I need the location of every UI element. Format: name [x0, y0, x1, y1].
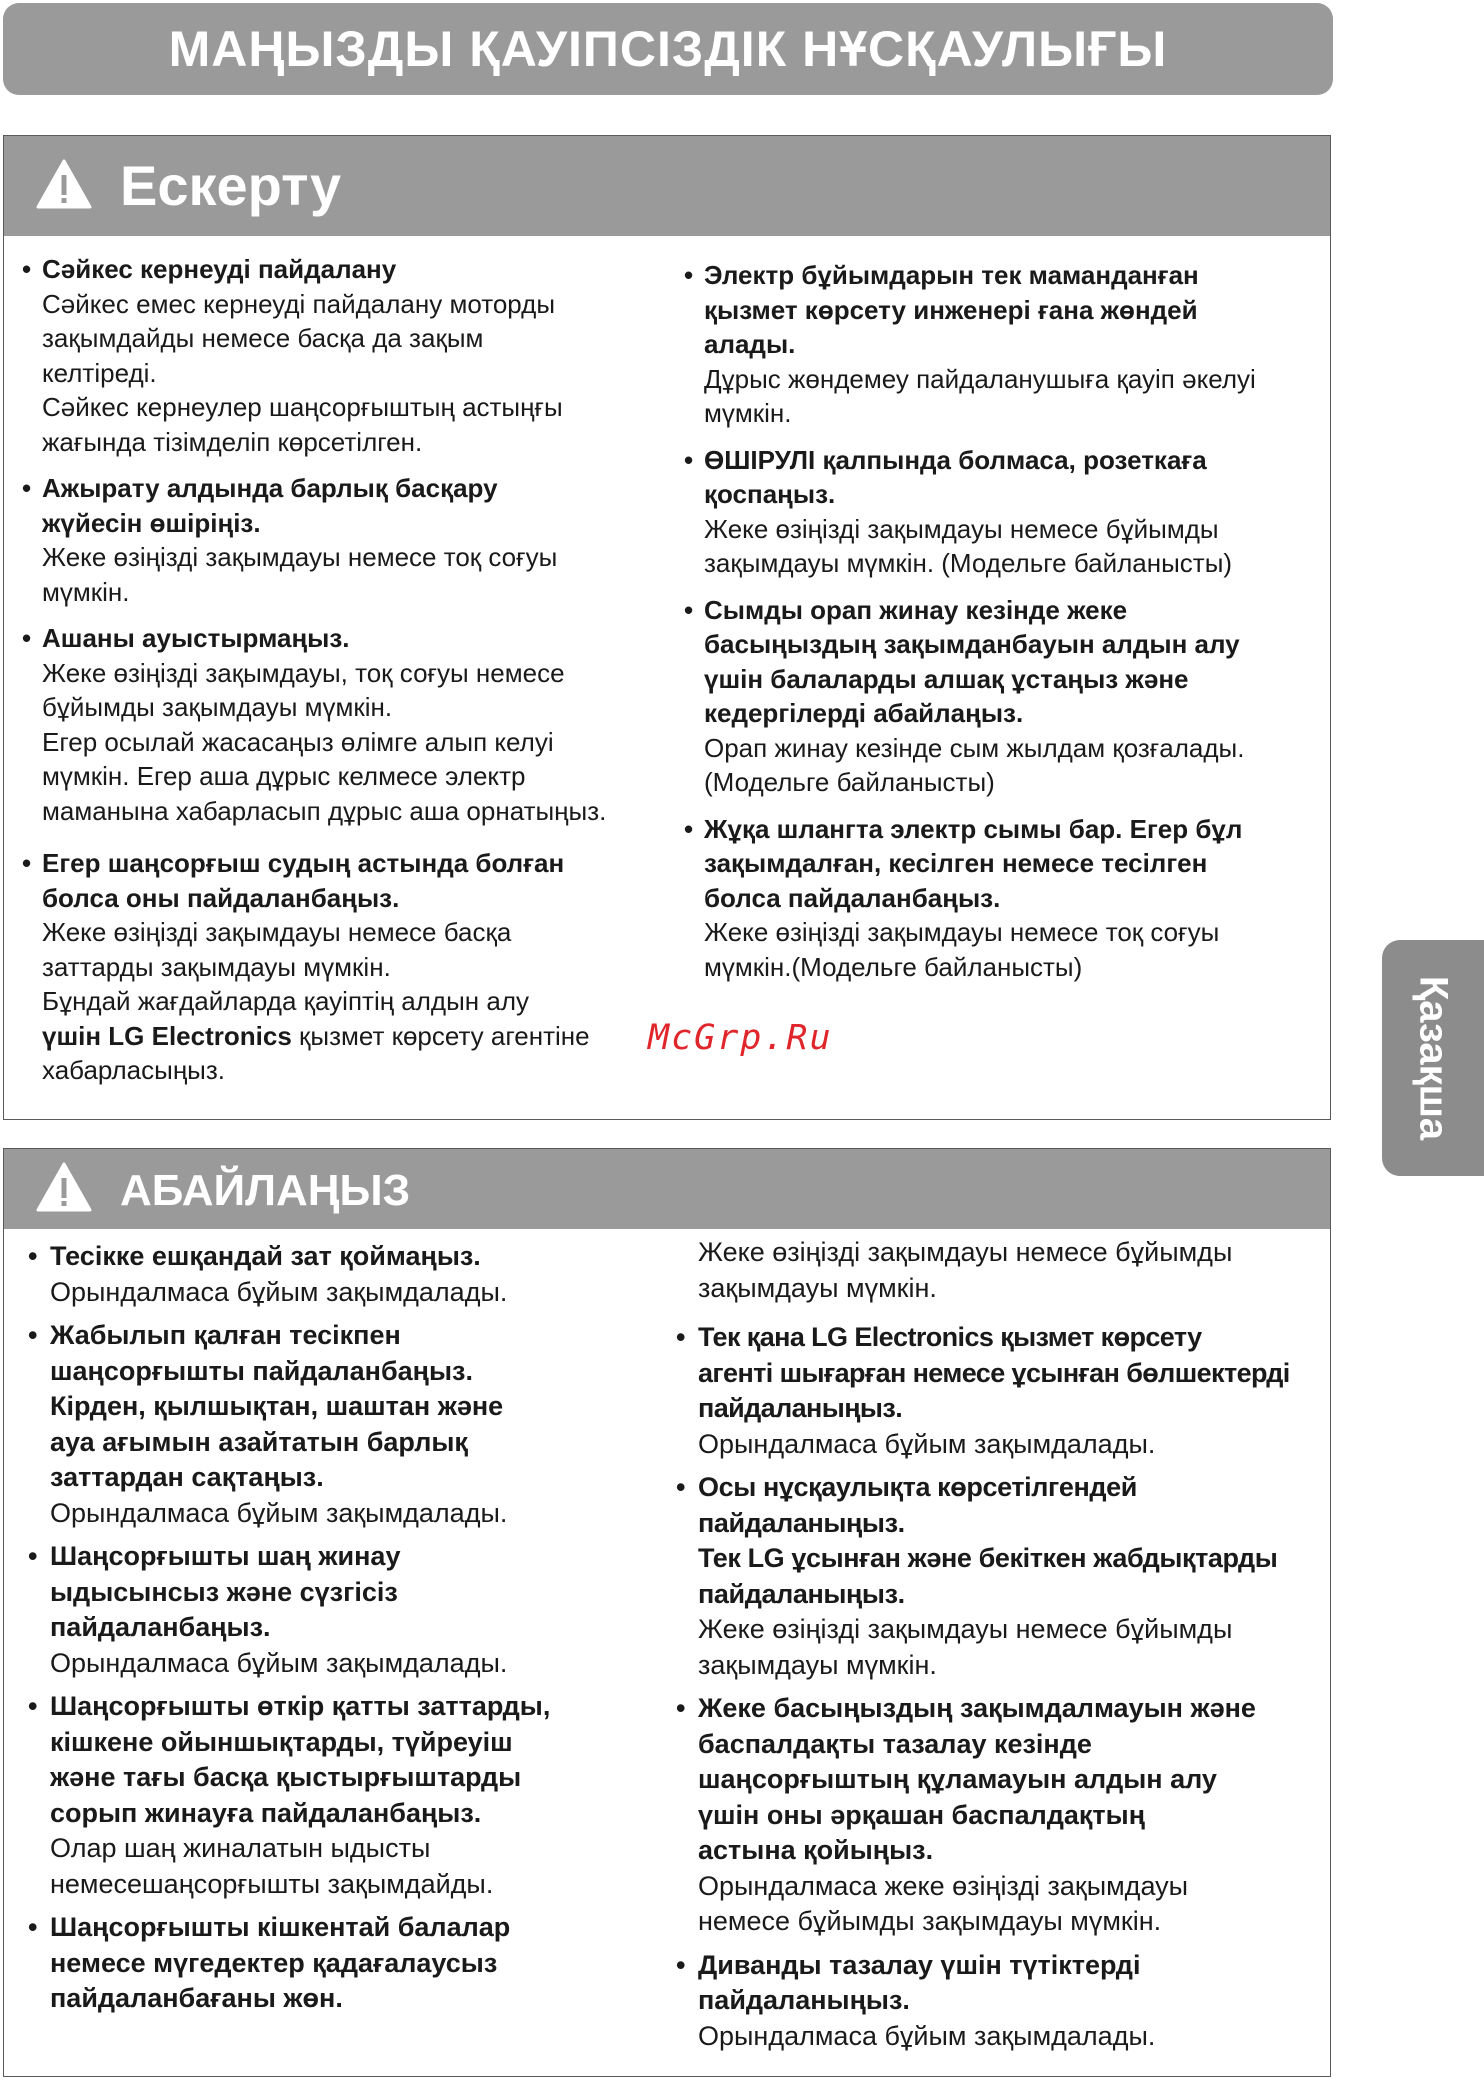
caution-section: [3, 1148, 1331, 2077]
bullet: •: [22, 473, 32, 503]
caution-continuation: [676, 1235, 1326, 1306]
item-heading: Жабылып қалған тесікпен шаңсорғышты пайдаланбаңыз. Кірден, қылшықтан, шаштан және ауа ағымын азайтатын барлық заттардан сақтаңыз.: [50, 1320, 504, 1492]
bullet: •: [676, 1472, 686, 1502]
item-body: Жеке өзіңізді зақымдауы немесе бұйымды зақымдауы мүмкін.: [698, 1237, 1233, 1303]
item-body-tail: қызмет көрсету агентіне хабарласыңыз.: [42, 1020, 590, 1085]
item-body: Орындалмаса жеке өзіңізді зақымдауы немесе бұйымды зақымдауы мүмкін.: [698, 1870, 1189, 1936]
warning-title: Ескерту: [120, 154, 342, 217]
item-heading: Шаңсорғышты кішкентай балалар немесе мүгедектер қадағалаусыз пайдаланбағаны жөн.: [50, 1912, 511, 2013]
warning-item: [22, 846, 652, 1088]
item-body: Сәйкес емес кернеуді пайдалану моторды зақымдайды немесе басқа да зақым келтіреді. Сәйкес кернеулер шаңсорғыштың астыңғы жағында тізімделіп көрсетілген.: [42, 288, 563, 457]
bullet: •: [684, 444, 694, 475]
warning-item: [684, 443, 1324, 581]
caution-item: [676, 1691, 1326, 1940]
item-body: Орындалмаса бұйым зақымдалады.: [698, 2020, 1156, 2051]
warning-item: [22, 252, 652, 459]
item-heading: ӨШІРУЛІ қалпында болмаса, розеткаға қоспаңыз.: [704, 444, 1207, 509]
caution-item: [28, 1689, 668, 1902]
item-heading: Шаңсорғышты өткір қатты заттарды, кішкене ойыншықтарды, түйреуіш және тағы басқа қыстырғыштарды сорып жинауға пайдаланбаңыз.: [50, 1691, 551, 1828]
bullet: •: [684, 260, 694, 290]
item-heading: Жеке басыңыздың зақымдалмауын және баспалдақты тазалау кезінде шаңсорғыштың құламауын алдын алу үшін оны әрқашан баспалдақтың астына қойыңыз.: [698, 1693, 1256, 1865]
warning-triangle-icon: [36, 1161, 92, 1213]
item-body: Жеке өзіңізді зақымдауы немесе тоқ соғуы мүмкін.(Модельге байланысты): [704, 917, 1220, 982]
item-heading: Тесікке ешқандай зат қоймаңыз.: [50, 1241, 481, 1271]
bullet: •: [28, 1541, 38, 1571]
item-heading: Ажырату алдында барлық басқару жүйесін өшіріңіз.: [42, 473, 498, 538]
item-body: Орап жинау кезінде сым жылдам қозғалады. (Модельге байланысты): [704, 732, 1245, 797]
item-heading: Диванды тазалау үшін түтіктерді пайдаланыңыз.: [698, 1949, 1141, 2015]
bullet: •: [676, 1949, 686, 1980]
caution-item: [28, 1318, 668, 1531]
item-body: Орындалмаса бұйым зақымдалады.: [50, 1647, 508, 1678]
item-body: Орындалмаса бұйым зақымдалады.: [698, 1428, 1156, 1459]
caution-item: [28, 1539, 668, 1681]
warning-item: [22, 621, 652, 828]
warning-item: [22, 471, 652, 609]
item-heading: Сымды орап жинау кезінде жеке басыңыздың зақымданбауын алдын алу үшін балаларды алшақ ұстаңыз және кедергілерді абайлаңыз.: [704, 594, 1240, 728]
item-body-text: Жеке өзіңізді зақымдауы немесе басқа заттарды зақымдауы мүмкін. Бұндай жағдайларда қауіптің алдын алу: [42, 917, 530, 1016]
bullet: •: [28, 1912, 38, 1942]
caution-left-column: [28, 1239, 668, 2025]
item-body: Орындалмаса бұйым зақымдалады.: [50, 1276, 508, 1307]
item-heading: Ашаны ауыстырмаңыз.: [42, 623, 350, 653]
item-body: Жеке өзіңізді зақымдауы немесе тоқ соғуы мүмкін.: [42, 542, 558, 607]
caution-item: [676, 1948, 1326, 2055]
warning-section: [3, 135, 1331, 1120]
caution-header: [4, 1149, 1330, 1229]
item-body: Жеке өзіңізді зақымдауы, тоқ соғуы немесе бұйымды зақымдауы мүмкін. Егер осылай жасасаңыз өлімге алып келуі мүмкін. Егер аша дұрыс келмесе электр маманына хабарласып дұрыс аша орнатыңыз.: [42, 657, 607, 826]
bullet: •: [22, 848, 32, 878]
caution-item: [28, 1910, 668, 2017]
warning-item: [684, 593, 1324, 800]
item-heading: Жұқа шлангта электр сымы бар. Егер бұл зақымдалған, кесілген немесе тесілген болса пайдаланбаңыз.: [704, 813, 1243, 913]
caution-item: [676, 1320, 1326, 1462]
bullet: •: [684, 813, 694, 844]
bullet: •: [22, 254, 32, 284]
bullet: •: [684, 594, 694, 625]
bullet: •: [676, 1322, 686, 1352]
item-heading: Электр бұйымдарын тек маманданған қызмет көрсету инженері ғана жөндей алады.: [704, 260, 1199, 359]
item-body: [42, 915, 652, 1088]
caution-right-column: [676, 1235, 1326, 2062]
item-body: Орындалмаса бұйым зақымдалады.: [50, 1497, 508, 1528]
item-heading: Егер шаңсорғыш судың астында болған болса оны пайдаланбаңыз.: [42, 848, 565, 913]
caution-item: [676, 1470, 1326, 1683]
item-heading: Осы нұсқаулықта көрсетілгендей пайдаланыңыз. Тек LG ұсынған және бекіткен жабдықтарды пайдаланыңыз.: [698, 1472, 1278, 1609]
item-heading: Сәйкес кернеуді пайдалану: [42, 254, 397, 284]
warning-item: [684, 258, 1324, 431]
item-heading: Шаңсорғышты шаң жинау ыдысынсыз және сүзгісіз пайдаланбаңыз.: [50, 1541, 401, 1642]
item-body: Жеке өзіңізді зақымдауы немесе бұйымды зақымдауы мүмкін.: [698, 1614, 1233, 1680]
language-tab-label: Қазақша: [1411, 975, 1456, 1141]
language-tab: [1382, 940, 1484, 1176]
warning-item: [684, 812, 1324, 985]
bullet: •: [676, 1693, 686, 1723]
caution-item: [28, 1239, 668, 1310]
bullet: •: [28, 1320, 38, 1350]
item-body: Олар шаң жиналатын ыдысты немесешаңсорғышты зақымдайды.: [50, 1833, 494, 1899]
caution-title: АБАЙЛАҢЫЗ: [120, 1166, 411, 1215]
bullet: •: [28, 1691, 38, 1721]
item-body-bold: үшін LG Electronics: [42, 1020, 292, 1051]
watermark: McGrp.Ru: [648, 1018, 833, 1058]
bullet: •: [28, 1241, 38, 1271]
warning-triangle-icon: [36, 158, 92, 210]
warning-left-column: [22, 252, 652, 1100]
item-body: Жеке өзіңізді зақымдауы немесе бұйымды зақымдауы мүмкін. (Модельге байланысты): [704, 513, 1233, 578]
item-body: Дұрыс жөндемеу пайдаланушыға қауіп әкелуі мүмкін.: [704, 363, 1256, 428]
item-heading: Тек қана LG Electronics қызмет көрсету агенті шығарған немесе ұсынған бөлшектерді пайдаланыңыз.: [698, 1322, 1290, 1423]
page-title: МАҢЫЗДЫ ҚАУІПСІЗДІК НҰСҚАУЛЫҒЫ: [3, 3, 1333, 95]
warning-right-column: [684, 258, 1324, 996]
bullet: •: [22, 623, 32, 653]
warning-header: [4, 136, 1330, 236]
